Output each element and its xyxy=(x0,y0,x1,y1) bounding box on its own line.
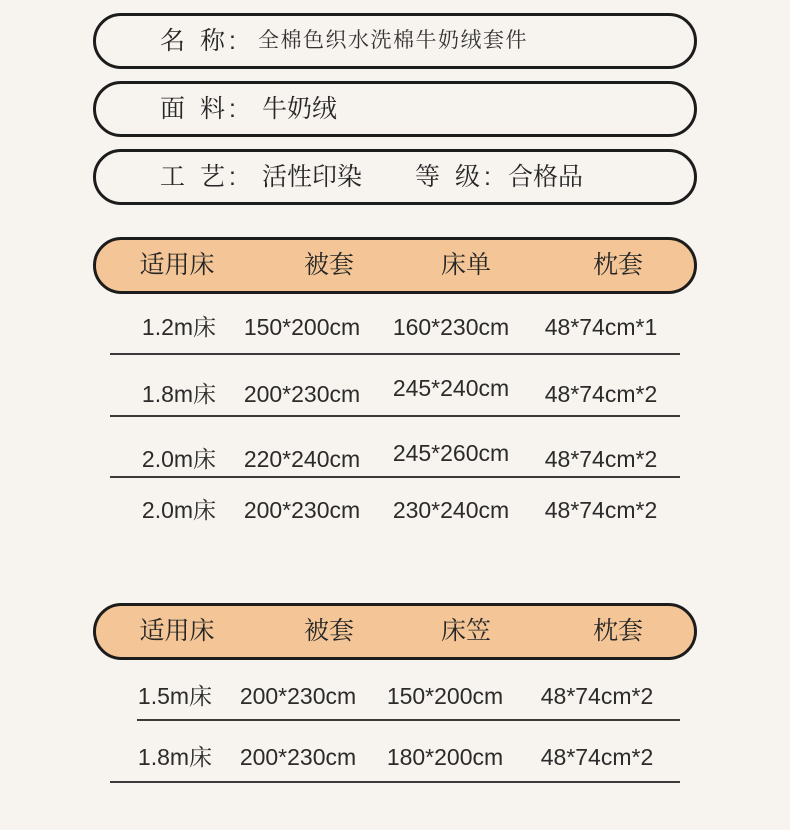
pillowcase-cell: 48*74cm*2 xyxy=(540,683,654,709)
row-divider xyxy=(137,719,680,721)
fitted-sheet-cell: 180*200cm xyxy=(386,744,504,770)
header-duvet-cover: 被套 xyxy=(303,617,354,645)
row-divider xyxy=(110,353,680,355)
bed-size-cell: 2.0m床 xyxy=(141,446,217,472)
table-row xyxy=(0,374,790,414)
pillowcase-cell: 48*74cm*2 xyxy=(544,446,658,472)
table-row xyxy=(0,676,790,716)
flat-sheet-cell: 245*260cm xyxy=(392,440,510,466)
row-divider xyxy=(110,415,680,417)
fabric-label: 面 料: xyxy=(160,95,240,123)
flat-sheet-cell: 245*240cm xyxy=(392,375,510,401)
header-bed-size: 适用床 xyxy=(139,251,215,279)
table-row xyxy=(0,737,790,777)
bed-size-cell: 1.2m床 xyxy=(141,314,217,340)
table-row xyxy=(0,307,790,347)
flat-sheet-cell: 160*230cm xyxy=(392,314,510,340)
pillowcase-cell: 48*74cm*1 xyxy=(544,314,658,340)
duvet-cover-cell: 200*230cm xyxy=(239,683,357,709)
header-pillowcase: 枕套 xyxy=(592,251,643,279)
pillowcase-cell: 48*74cm*2 xyxy=(540,744,654,770)
product-name-value: 全棉色织水洗棉牛奶绒套件 xyxy=(258,29,528,52)
header-flat-sheet: 床单 xyxy=(440,251,491,279)
pillowcase-cell: 48*74cm*2 xyxy=(544,497,658,523)
craft-label: 工 艺: xyxy=(160,163,240,191)
pillowcase-cell: 48*74cm*2 xyxy=(544,381,658,407)
duvet-cover-cell: 200*230cm xyxy=(243,381,361,407)
duvet-cover-cell: 150*200cm xyxy=(243,314,361,340)
craft-grade-row xyxy=(93,149,697,205)
duvet-cover-cell: 200*230cm xyxy=(243,497,361,523)
fitted-sheet-cell: 150*200cm xyxy=(386,683,504,709)
size-table-1-header xyxy=(93,237,697,294)
craft-value: 活性印染 xyxy=(262,163,363,191)
product-name-row xyxy=(93,13,697,69)
row-divider xyxy=(110,781,680,783)
duvet-cover-cell: 200*230cm xyxy=(239,744,357,770)
grade-value: 合格品 xyxy=(508,163,584,191)
flat-sheet-cell: 230*240cm xyxy=(392,497,510,523)
header-duvet-cover: 被套 xyxy=(303,251,354,279)
header-pillowcase: 枕套 xyxy=(592,617,643,645)
duvet-cover-cell: 220*240cm xyxy=(243,446,361,472)
size-table-2-header xyxy=(93,603,697,660)
row-divider xyxy=(110,476,680,478)
header-fitted-sheet: 床笠 xyxy=(440,617,491,645)
table-row xyxy=(0,490,790,530)
bed-size-cell: 2.0m床 xyxy=(141,497,217,523)
product-name-label: 名 称: xyxy=(160,27,240,55)
header-bed-size: 适用床 xyxy=(139,617,215,645)
bed-size-cell: 1.8m床 xyxy=(141,381,217,407)
bed-size-cell: 1.5m床 xyxy=(137,683,213,709)
fabric-value: 牛奶绒 xyxy=(262,95,338,123)
grade-label: 等 级: xyxy=(415,163,495,191)
table-row xyxy=(0,439,790,479)
fabric-row xyxy=(93,81,697,137)
bed-size-cell: 1.8m床 xyxy=(137,744,213,770)
